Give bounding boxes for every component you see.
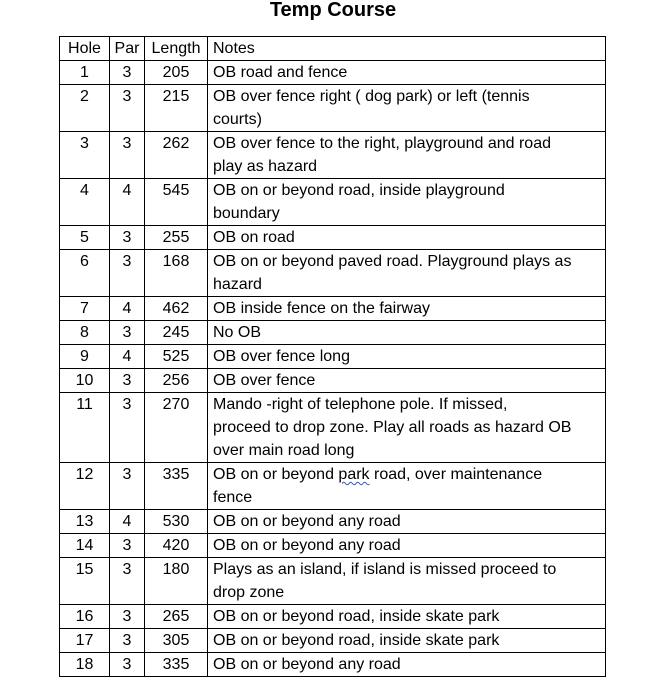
notes-line: boundary bbox=[213, 205, 280, 222]
notes-line: OB inside fence on the fairway bbox=[213, 300, 431, 317]
cell-par: 3 bbox=[110, 393, 145, 463]
cell-hole: 3 bbox=[60, 132, 110, 179]
notes-text: OB on or beyond bbox=[213, 466, 339, 483]
notes-line: hazard bbox=[213, 276, 262, 293]
notes-line: OB over fence to the right, playground and road bbox=[213, 135, 551, 152]
cell-notes bbox=[208, 61, 606, 85]
column-header-par: Par bbox=[110, 37, 145, 61]
table-row bbox=[60, 321, 606, 345]
cell-par: 4 bbox=[110, 179, 145, 226]
table-row bbox=[60, 369, 606, 393]
cell-notes bbox=[208, 605, 606, 629]
cell-par: 3 bbox=[110, 534, 145, 558]
column-header-hole: Hole bbox=[60, 37, 110, 61]
table-row bbox=[60, 132, 606, 179]
cell-hole: 7 bbox=[60, 297, 110, 321]
cell-par: 4 bbox=[110, 345, 145, 369]
cell-notes bbox=[208, 85, 606, 132]
table-row bbox=[60, 61, 606, 85]
cell-length: 245 bbox=[145, 321, 208, 345]
header-row bbox=[60, 37, 606, 61]
cell-length: 545 bbox=[145, 179, 208, 226]
notes-line: OB on or beyond any road bbox=[213, 537, 401, 554]
cell-hole: 18 bbox=[60, 653, 110, 677]
column-header-length: Length bbox=[145, 37, 208, 61]
cell-notes bbox=[208, 297, 606, 321]
cell-par: 3 bbox=[110, 85, 145, 132]
cell-par: 3 bbox=[110, 321, 145, 345]
table-row bbox=[60, 558, 606, 605]
cell-notes bbox=[208, 534, 606, 558]
cell-notes bbox=[208, 463, 606, 510]
table-row bbox=[60, 85, 606, 132]
cell-par: 3 bbox=[110, 605, 145, 629]
notes-line: OB over fence bbox=[213, 372, 316, 389]
cell-notes bbox=[208, 345, 606, 369]
cell-par: 3 bbox=[110, 558, 145, 605]
cell-length: 255 bbox=[145, 226, 208, 250]
cell-hole: 6 bbox=[60, 250, 110, 297]
notes-line: fence bbox=[213, 489, 253, 506]
notes-text: road, over maintenance bbox=[369, 466, 543, 483]
cell-par: 3 bbox=[110, 132, 145, 179]
cell-notes bbox=[208, 629, 606, 653]
cell-length: 256 bbox=[145, 369, 208, 393]
cell-length: 265 bbox=[145, 605, 208, 629]
cell-hole: 8 bbox=[60, 321, 110, 345]
table-row bbox=[60, 179, 606, 226]
notes-line: play as hazard bbox=[213, 158, 318, 175]
notes-line: OB road and fence bbox=[213, 64, 348, 81]
cell-length: 180 bbox=[145, 558, 208, 605]
cell-hole: 14 bbox=[60, 534, 110, 558]
cell-par: 3 bbox=[110, 369, 145, 393]
cell-notes bbox=[208, 226, 606, 250]
cell-notes bbox=[208, 558, 606, 605]
cell-hole: 10 bbox=[60, 369, 110, 393]
cell-hole: 11 bbox=[60, 393, 110, 463]
cell-hole: 1 bbox=[60, 61, 110, 85]
notes-line: proceed to drop zone. Play all roads as hazard OB bbox=[213, 419, 572, 436]
notes-line bbox=[213, 463, 602, 486]
cell-par: 4 bbox=[110, 297, 145, 321]
table-row bbox=[60, 393, 606, 463]
cell-length: 168 bbox=[145, 250, 208, 297]
cell-length: 305 bbox=[145, 629, 208, 653]
document-title: Temp Course bbox=[269, 0, 397, 21]
cell-length: 205 bbox=[145, 61, 208, 85]
cell-notes bbox=[208, 321, 606, 345]
table-row bbox=[60, 534, 606, 558]
notes-line: OB on or beyond any road bbox=[213, 513, 401, 530]
table-row bbox=[60, 250, 606, 297]
notes-line: OB over fence right ( dog park) or left (tennis bbox=[213, 88, 530, 105]
notes-line: OB on or beyond road, inside playground bbox=[213, 182, 505, 199]
cell-par: 3 bbox=[110, 629, 145, 653]
cell-hole: 9 bbox=[60, 345, 110, 369]
notes-line: OB over fence long bbox=[213, 348, 350, 365]
cell-notes bbox=[208, 250, 606, 297]
cell-notes bbox=[208, 369, 606, 393]
spellcheck-flagged-word: park bbox=[338, 466, 370, 483]
cell-notes bbox=[208, 179, 606, 226]
table-row bbox=[60, 605, 606, 629]
cell-par: 3 bbox=[110, 653, 145, 677]
notes-line: OB on or beyond road, inside skate park bbox=[213, 608, 500, 625]
cell-notes bbox=[208, 132, 606, 179]
notes-line: OB on or beyond any road bbox=[213, 656, 401, 673]
notes-line: over main road long bbox=[213, 442, 355, 459]
cell-hole: 16 bbox=[60, 605, 110, 629]
notes-line: Mando -right of telephone pole. If missed, bbox=[213, 396, 508, 413]
column-header-notes: Notes bbox=[208, 37, 606, 61]
cell-hole: 2 bbox=[60, 85, 110, 132]
notes-line: Plays as an island, if island is missed proceed to bbox=[213, 561, 557, 578]
cell-length: 462 bbox=[145, 297, 208, 321]
table-row bbox=[60, 345, 606, 369]
cell-length: 525 bbox=[145, 345, 208, 369]
cell-hole: 17 bbox=[60, 629, 110, 653]
cell-length: 420 bbox=[145, 534, 208, 558]
table-row bbox=[60, 297, 606, 321]
cell-length: 530 bbox=[145, 510, 208, 534]
table-row bbox=[60, 463, 606, 510]
notes-line: No OB bbox=[213, 324, 262, 341]
notes-line: OB on or beyond road, inside skate park bbox=[213, 632, 500, 649]
cell-length: 262 bbox=[145, 132, 208, 179]
course-table bbox=[59, 36, 606, 677]
cell-notes bbox=[208, 510, 606, 534]
cell-notes bbox=[208, 393, 606, 463]
cell-hole: 13 bbox=[60, 510, 110, 534]
table-body bbox=[60, 61, 606, 677]
cell-par: 3 bbox=[110, 463, 145, 510]
cell-notes bbox=[208, 653, 606, 677]
cell-par: 3 bbox=[110, 61, 145, 85]
cell-par: 3 bbox=[110, 250, 145, 297]
cell-hole: 4 bbox=[60, 179, 110, 226]
notes-line: OB on or beyond paved road. Playground plays as bbox=[213, 253, 572, 270]
cell-length: 335 bbox=[145, 653, 208, 677]
cell-hole: 12 bbox=[60, 463, 110, 510]
table-row bbox=[60, 653, 606, 677]
table-row bbox=[60, 629, 606, 653]
cell-par: 3 bbox=[110, 226, 145, 250]
table-row bbox=[60, 226, 606, 250]
cell-hole: 5 bbox=[60, 226, 110, 250]
notes-line: drop zone bbox=[213, 584, 285, 601]
cell-par: 4 bbox=[110, 510, 145, 534]
cell-length: 335 bbox=[145, 463, 208, 510]
cell-length: 215 bbox=[145, 85, 208, 132]
table-row bbox=[60, 510, 606, 534]
cell-hole: 15 bbox=[60, 558, 110, 605]
notes-line: courts) bbox=[213, 111, 262, 128]
cell-length: 270 bbox=[145, 393, 208, 463]
notes-line: OB on road bbox=[213, 229, 295, 246]
